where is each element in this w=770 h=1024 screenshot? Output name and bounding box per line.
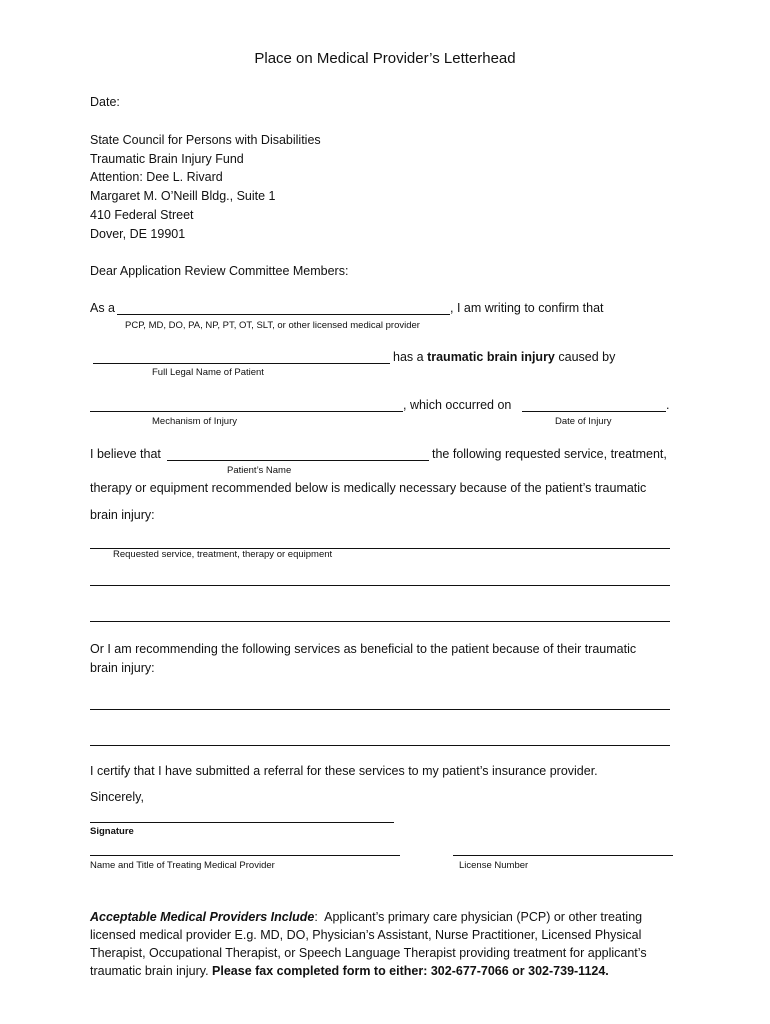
patient-name-field[interactable] — [93, 350, 390, 364]
injury-date-caption: Date of Injury — [555, 416, 612, 427]
requested-caption: Requested service, treatment, therapy or equipment — [113, 549, 333, 560]
footer-body: Applicant’s primary care physician (PCP) or other treating licensed medical provider E.g. MD, DO, Physician’s Assistant, Nurse Practitioner, Licensed Physical Therapist, Occupational Therapist, or Speech Language Therapist providing treatment for applicant’s traumatic brain injury. — [90, 910, 647, 978]
patient-line-bold: traumatic brain injury — [427, 350, 555, 364]
recommended-service-field[interactable] — [90, 733, 670, 746]
mechanism-caption: Mechanism of Injury — [152, 416, 238, 427]
believe-prefix: I believe that — [90, 447, 161, 461]
signature-field[interactable] — [90, 810, 394, 823]
footer-fax: Please fax completed form to either: 302-677-7066 or 302-739-1124. — [212, 964, 609, 978]
page-title: Place on Medical Provider’s Letterhead — [254, 50, 516, 67]
believe-suffix: the following requested service, treatment, — [432, 447, 667, 461]
provider-caption: PCP, MD, DO, PA, NP, PT, OT, SLT, or other licensed medical provider — [125, 320, 420, 331]
recommend-text: Or I am recommending the following services as beneficial to the patient because of their traumatic — [90, 642, 637, 656]
footer-colon: : — [314, 910, 318, 924]
name-title-field[interactable] — [90, 843, 400, 856]
believe-patient-field[interactable] — [167, 447, 429, 461]
recommend-text: brain injury: — [90, 661, 155, 675]
date-label: Date: — [90, 95, 120, 109]
believe-continuation: therapy or equipment recommended below is medically necessary because of the patient’s traumatic — [90, 481, 647, 495]
requested-service-field[interactable] — [90, 536, 670, 549]
mechanism-field[interactable] — [90, 398, 403, 412]
believe-continuation: brain injury: — [90, 508, 155, 522]
mechanism-period: . — [666, 398, 670, 412]
patient-line-post: caused by — [558, 350, 616, 364]
provider-type-field[interactable] — [117, 301, 450, 315]
believe-caption: Patient’s Name — [227, 465, 292, 476]
certify-text: I certify that I have submitted a referral for these services to my patient’s insurance provider. — [90, 764, 598, 778]
recommended-service-field[interactable] — [90, 697, 670, 710]
address-line: Dover, DE 19901 — [90, 227, 186, 241]
footer-note — [90, 908, 690, 980]
requested-service-field[interactable] — [90, 609, 670, 622]
license-label: License Number — [459, 860, 529, 871]
address-line: Margaret M. O’Neill Bldg., Suite 1 — [90, 189, 276, 203]
patient-line-pre: has a — [393, 350, 424, 364]
closing: Sincerely, — [90, 790, 144, 804]
signature-label: Signature — [90, 826, 134, 837]
address-line: 410 Federal Street — [90, 208, 194, 222]
address-line: Traumatic Brain Injury Fund — [90, 152, 244, 166]
injury-date-field[interactable] — [522, 398, 666, 412]
address-line: Attention: Dee L. Rivard — [90, 170, 223, 184]
patient-caption: Full Legal Name of Patient — [152, 367, 264, 378]
footer-heading: Acceptable Medical Providers Include — [90, 910, 315, 924]
provider-prefix: As a — [90, 301, 116, 315]
license-number-field[interactable] — [453, 843, 673, 856]
salutation: Dear Application Review Committee Members: — [90, 264, 349, 278]
requested-service-field[interactable] — [90, 573, 670, 586]
patient-line-text — [393, 350, 615, 364]
provider-suffix: , I am writing to confirm that — [450, 301, 604, 315]
name-title-label: Name and Title of Treating Medical Provider — [90, 860, 275, 871]
mechanism-text: , which occurred on — [403, 398, 512, 412]
address-line: State Council for Persons with Disabilities — [90, 133, 321, 147]
